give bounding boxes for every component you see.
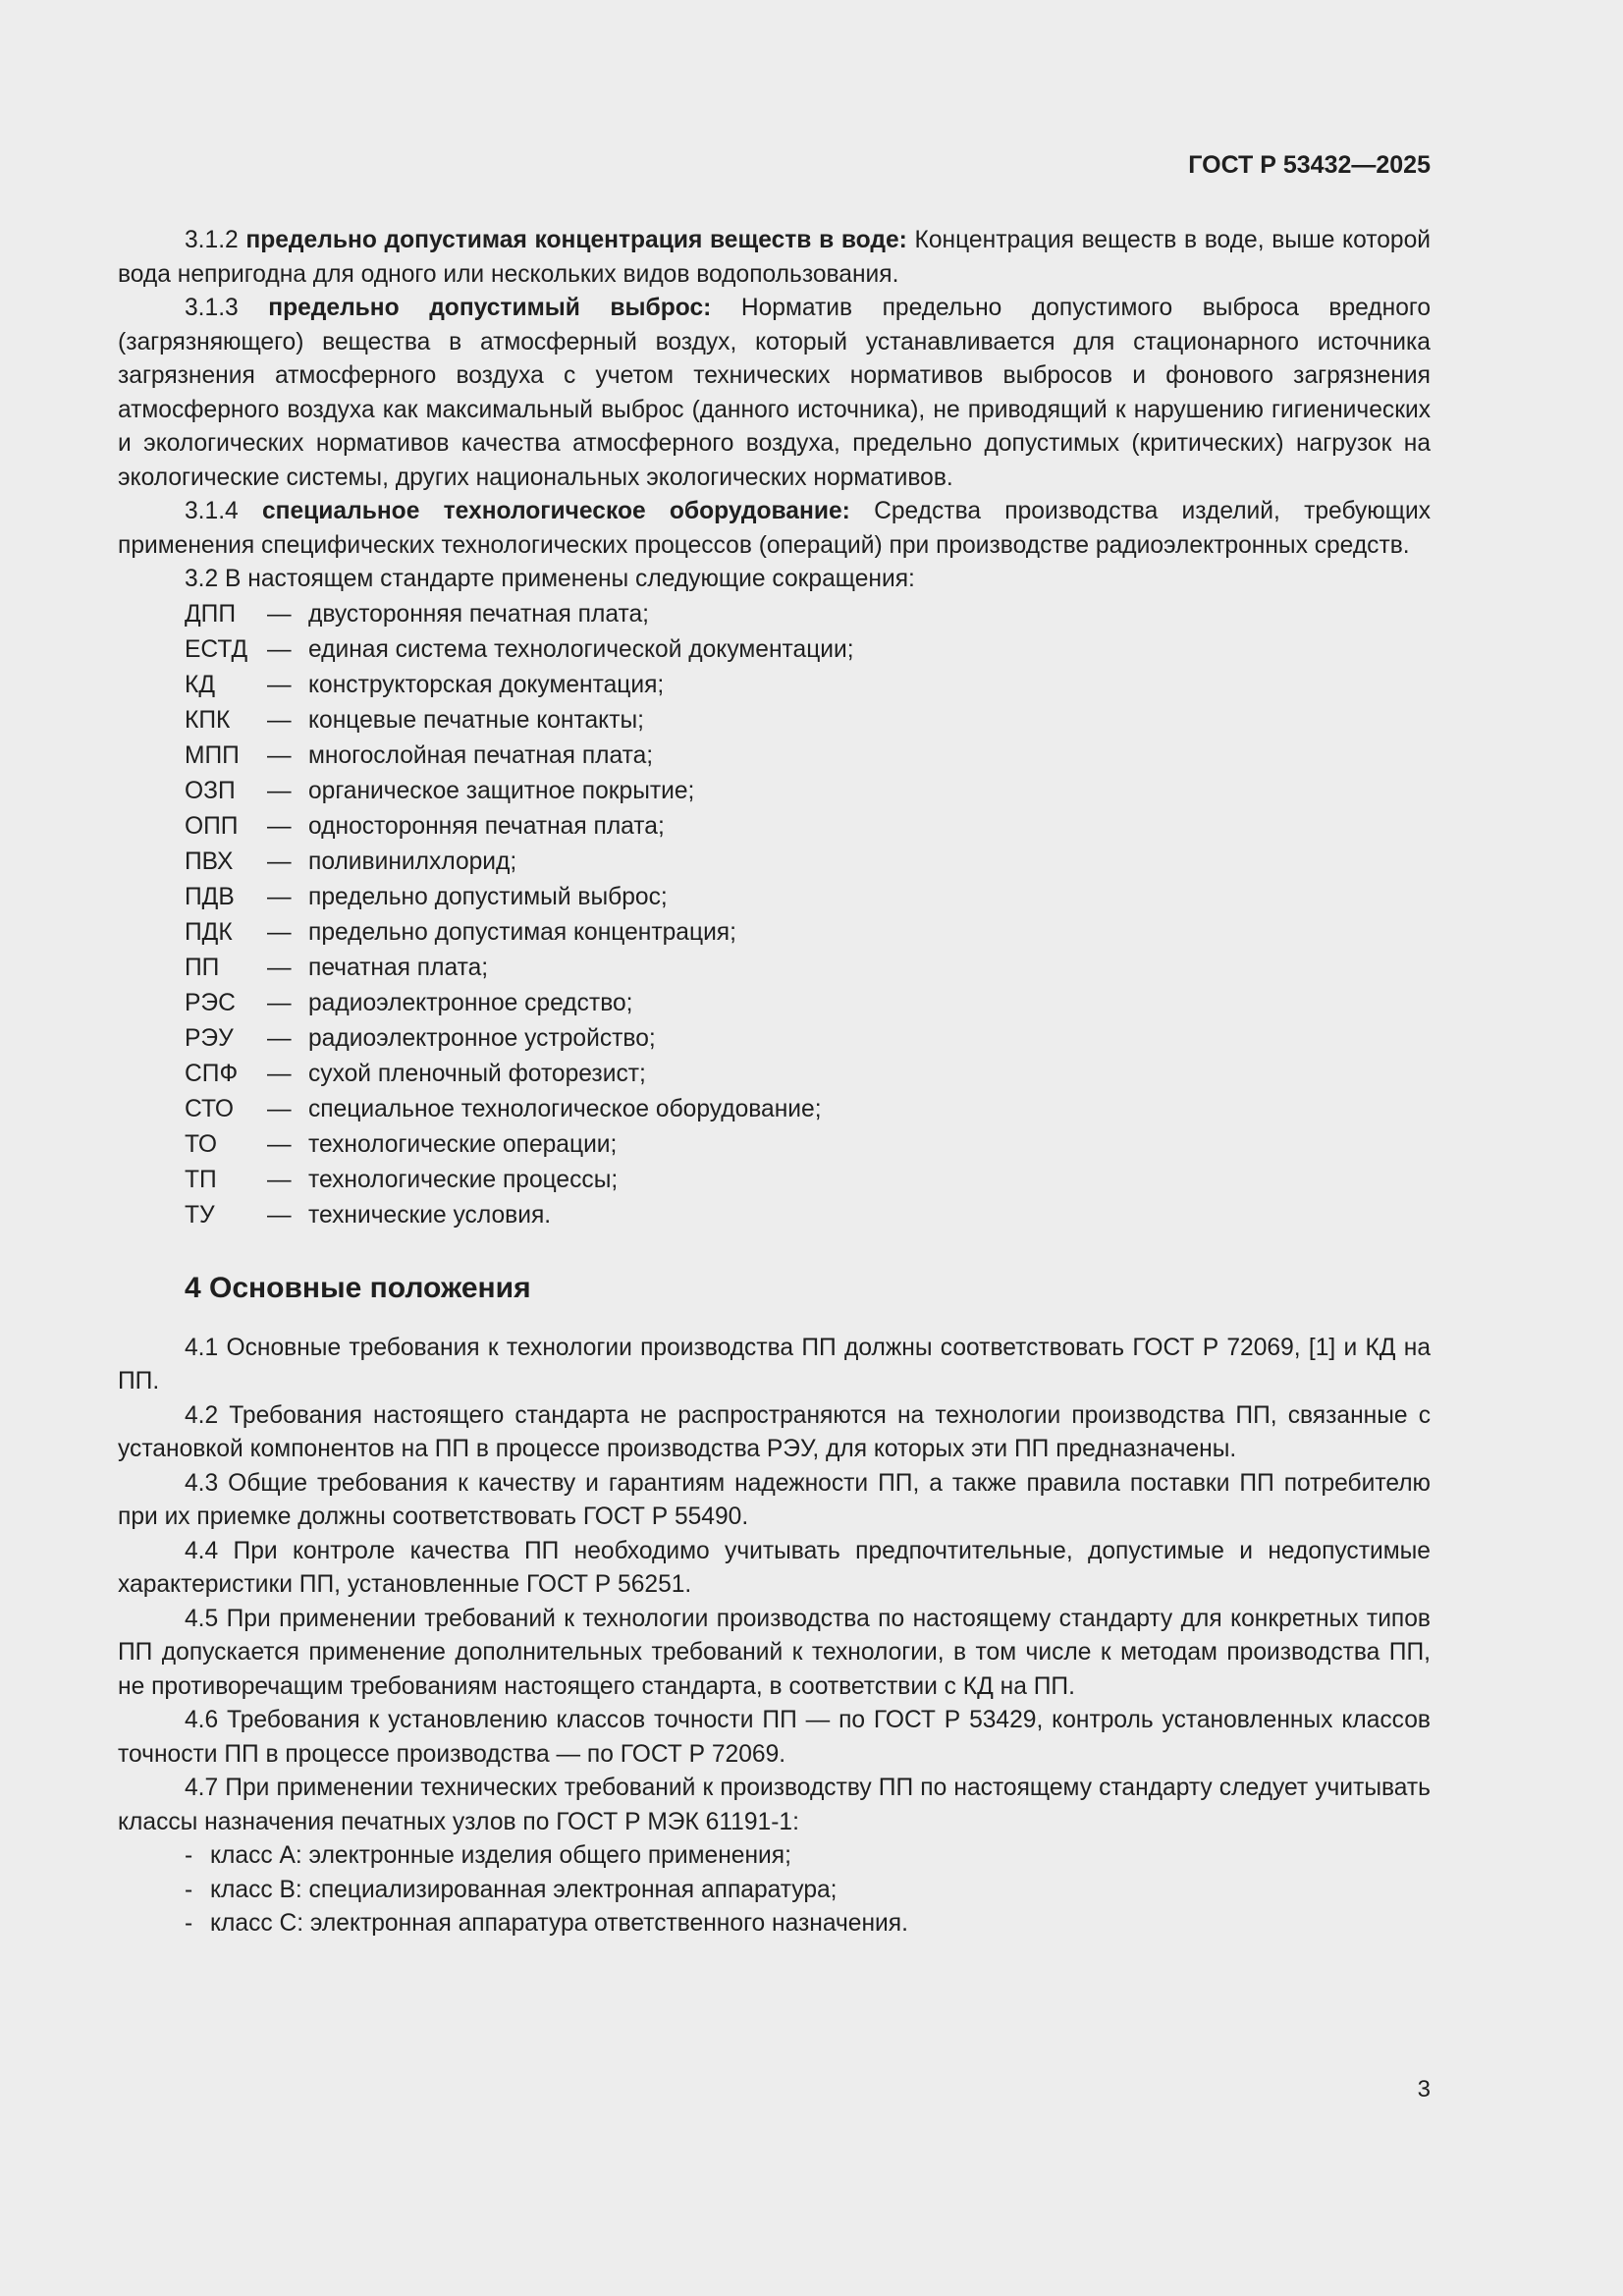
abbreviation-meaning: сухой пленочный фоторезист; bbox=[308, 1060, 646, 1087]
abbreviation-dash: — bbox=[267, 883, 292, 910]
abbreviation-dash: — bbox=[267, 1201, 292, 1229]
abbreviation-meaning: радиоэлектронное устройство; bbox=[308, 1024, 656, 1052]
clause-number: 3.1.3 bbox=[185, 295, 269, 321]
definition-text: Средства производства изделий, требующих применения специфических технологических процессов (операций) при производстве радиоэлектронных средств. bbox=[118, 498, 1432, 559]
abbreviation-dash: — bbox=[267, 741, 292, 769]
abbreviation-row bbox=[185, 1057, 1431, 1092]
page-number: 3 bbox=[1417, 2076, 1431, 2103]
definition-text: Норматив предельно допустимого выброса вредного (загрязняющего) вещества в атмосферный воздух, который устанавливается для стационарного источника загрязнения атмосферного воздуха с учетом технических нормативов выбросов и фонового загрязнения атмосферного воздуха как максимальный выброс (данного источника), не приводящий к нарушению гигиенических и экологических нормативов качества атмосферного воздуха, предельно допустимых (критических) нагрузок на экологические системы, других национальных экологических нормативов. bbox=[118, 295, 1431, 491]
abbreviation-meaning: технические условия. bbox=[308, 1201, 552, 1229]
abbreviation-meaning: конструкторская документация; bbox=[308, 671, 665, 698]
abbreviation-row bbox=[185, 597, 1431, 632]
abbreviation-row bbox=[185, 1127, 1431, 1163]
abbreviation-code: ПДК bbox=[185, 918, 233, 946]
abbreviation-row bbox=[185, 1198, 1431, 1233]
abbreviation-meaning: технологические операции; bbox=[308, 1130, 618, 1158]
abbreviation-code: ПДВ bbox=[185, 883, 235, 910]
abbreviation-dash: — bbox=[267, 600, 292, 628]
abbreviation-code: ОЗП bbox=[185, 777, 236, 804]
abbreviation-meaning: радиоэлектронное средство; bbox=[308, 989, 633, 1016]
page-body bbox=[118, 224, 1431, 1941]
abbreviation-code: РЭУ bbox=[185, 1024, 234, 1052]
abbreviation-row bbox=[185, 1163, 1431, 1198]
document-header-code: ГОСТ Р 53432—2025 bbox=[1188, 151, 1431, 179]
section-heading: 4 Основные положения bbox=[185, 1271, 531, 1304]
abbreviation-meaning: технологические процессы; bbox=[308, 1166, 619, 1193]
abbreviation-dash: — bbox=[267, 1130, 292, 1158]
abbreviation-meaning: двусторонняя печатная плата; bbox=[308, 600, 649, 628]
abbreviation-dash: — bbox=[267, 812, 292, 840]
abbreviation-dash: — bbox=[267, 847, 292, 875]
abbreviation-code: ПП bbox=[185, 954, 220, 981]
abbreviation-meaning: односторонняя печатная плата; bbox=[308, 812, 665, 840]
definition-3-1-2 bbox=[118, 224, 1431, 292]
abbreviation-meaning: предельно допустимая концентрация; bbox=[308, 918, 736, 946]
clause-paragraph: 4.1 Основные требования к технологии производства ПП должны соответствовать ГОСТ Р 72069, [1] и КД на ПП. bbox=[118, 1334, 1431, 1394]
abbreviation-row bbox=[185, 668, 1431, 703]
abbreviation-row bbox=[185, 880, 1431, 915]
clause-paragraph: 4.6 Требования к установлению классов точности ПП — по ГОСТ Р 53429, контроль установленных классов точности ПП в процессе производства — по ГОСТ Р 72069. bbox=[118, 1707, 1431, 1768]
abbreviation-meaning: предельно допустимый выброс; bbox=[308, 883, 668, 910]
abbreviation-code: ТУ bbox=[185, 1201, 215, 1229]
abbreviation-code: КПК bbox=[185, 706, 231, 734]
clause-paragraph: 4.4 При контроле качества ПП необходимо учитывать предпочтительные, допустимые и недопустимые характеристики ПП, установленные ГОСТ Р 56251. bbox=[118, 1537, 1431, 1598]
abbreviation-meaning: единая система технологической документации; bbox=[308, 635, 854, 663]
section-4-paragraphs bbox=[118, 1332, 1431, 1840]
definition-3-1-3 bbox=[118, 292, 1431, 495]
abbreviation-row bbox=[185, 986, 1431, 1021]
abbreviation-code: МПП bbox=[185, 741, 240, 769]
abbreviation-dash: — bbox=[267, 1095, 292, 1122]
abbreviation-code: РЭС bbox=[185, 989, 236, 1016]
list-item bbox=[185, 1839, 1431, 1874]
abbreviation-row bbox=[185, 703, 1431, 738]
abbreviation-meaning: специальное технологическое оборудование; bbox=[308, 1095, 822, 1122]
abbreviations-intro: 3.2 В настоящем стандарте применены следующие сокращения: bbox=[185, 566, 915, 592]
abbreviation-dash: — bbox=[267, 918, 292, 946]
list-item bbox=[185, 1874, 1431, 1908]
list-item-text: класс А: электронные изделия общего применения; bbox=[210, 1842, 791, 1869]
abbreviation-dash: — bbox=[267, 635, 292, 663]
abbreviation-code: КД bbox=[185, 671, 215, 698]
bullet-mark: - bbox=[185, 1910, 193, 1937]
bullet-mark: - bbox=[185, 1842, 193, 1869]
abbreviation-code: ДПП bbox=[185, 600, 237, 628]
abbreviation-dash: — bbox=[267, 706, 292, 734]
abbreviation-dash: — bbox=[267, 1166, 292, 1193]
clause-number: 3.1.4 bbox=[185, 498, 262, 524]
abbreviation-meaning: поливинилхлорид; bbox=[308, 847, 517, 875]
clause-paragraph: 4.7 При применении технических требований к производству ПП по настоящему стандарту следует учитывать классы назначения печатных узлов по ГОСТ Р МЭК 61191-1: bbox=[118, 1775, 1431, 1835]
abbreviation-code: СПФ bbox=[185, 1060, 239, 1087]
abbreviation-row bbox=[185, 632, 1431, 668]
defined-term: специальное технологическое оборудование: bbox=[261, 498, 850, 524]
defined-term: предельно допустимая концентрация веществ в воде: bbox=[245, 227, 907, 253]
abbreviation-dash: — bbox=[267, 777, 292, 804]
abbreviation-meaning: многослойная печатная плата; bbox=[308, 741, 654, 769]
abbreviation-code: ТО bbox=[185, 1130, 218, 1158]
abbreviation-row bbox=[185, 845, 1431, 880]
abbreviation-dash: — bbox=[267, 1060, 292, 1087]
abbreviation-row bbox=[185, 1092, 1431, 1127]
bullet-mark: - bbox=[185, 1876, 193, 1903]
list-item-text: класс В: специализированная электронная аппаратура; bbox=[210, 1876, 838, 1903]
definition-text: Концентрация веществ в воде, выше которой вода непригодна для одного или нескольких видов водопользования. bbox=[118, 227, 1431, 288]
list-item bbox=[185, 1907, 1431, 1941]
abbreviation-dash: — bbox=[267, 954, 292, 981]
abbreviation-row bbox=[185, 738, 1431, 774]
list-item-text: класс С: электронная аппаратура ответственного назначения. bbox=[210, 1910, 908, 1937]
abbreviation-meaning: органическое защитное покрытие; bbox=[308, 777, 695, 804]
abbreviation-row bbox=[185, 774, 1431, 809]
abbreviation-row bbox=[185, 809, 1431, 845]
abbreviation-row bbox=[185, 915, 1431, 951]
definition-3-1-4 bbox=[118, 495, 1431, 563]
clause-paragraph: 4.3 Общие требования к качеству и гарантиям надежности ПП, а также правила поставки ПП потребителю при их приемке должны соответствовать ГОСТ Р 55490. bbox=[118, 1469, 1431, 1530]
defined-term: предельно допустимый выброс: bbox=[268, 295, 712, 321]
abbreviation-code: ОПП bbox=[185, 812, 239, 840]
clause-paragraph: 4.5 При применении требований к технологии производства по настоящему стандарту для конкретных типов ПП допускается применение дополнительных требований к технологии, в том числе к методам производства ПП, не противоречащим требованиям настоящего стандарта, в соответствии с КД на ПП. bbox=[118, 1605, 1431, 1700]
clause-paragraph: 4.2 Требования настоящего стандарта не распространяются на технологии производства ПП, связанные с установкой компонентов на ПП в процессе производства РЭУ, для которых эти ПП предназначены. bbox=[118, 1401, 1431, 1462]
abbreviation-meaning: печатная плата; bbox=[308, 954, 489, 981]
abbreviation-meaning: концевые печатные контакты; bbox=[308, 706, 644, 734]
abbreviation-dash: — bbox=[267, 1024, 292, 1052]
abbreviation-code: ЕСТД bbox=[185, 635, 248, 663]
abbreviations-list bbox=[118, 597, 1431, 1233]
abbreviation-code: ТП bbox=[185, 1166, 217, 1193]
clause-number: 3.1.2 bbox=[185, 227, 246, 253]
abbreviation-code: ПВХ bbox=[185, 847, 234, 875]
abbreviation-dash: — bbox=[267, 989, 292, 1016]
abbreviation-row bbox=[185, 1021, 1431, 1057]
abbreviation-code: СТО bbox=[185, 1095, 234, 1122]
abbreviation-dash: — bbox=[267, 671, 292, 698]
abbreviation-row bbox=[185, 951, 1431, 986]
class-list bbox=[118, 1839, 1431, 1941]
